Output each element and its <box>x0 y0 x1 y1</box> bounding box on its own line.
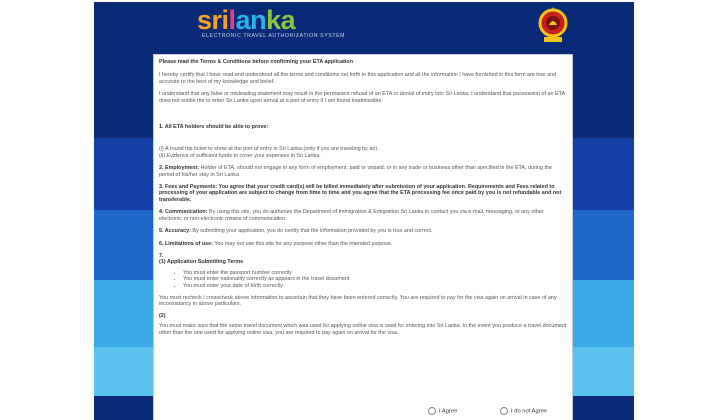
logo-tagline: ELECTRONIC TRAVEL AUTHORIZATION SYSTEM <box>202 33 346 39</box>
section-1-title: 1. All ETA holders should be able to prove: <box>159 124 269 131</box>
recheck-paragraph: You must recheck / crosscheck above information to ascertain that they have been entered correctly. You are required to pay for the visa again on arrival in case of any inconsistancy in above particulars. <box>159 294 557 308</box>
same-document-paragraph: You must make sure that the same travel document which was used for applying online visa is used for entering into Sri Lanka. In the event you produce a travel document other than the one used for applying online visa, you are required to pay again on arrival for the visa. <box>159 323 567 336</box>
section-4-label: 4. Communication: <box>159 209 208 216</box>
section-4 <box>159 209 567 222</box>
agree-radio[interactable] <box>428 407 436 415</box>
section-6-label: 6. Limitations of use: <box>159 240 213 247</box>
section-6-text: You may not use this site for any purpose other than the intended purpose. <box>212 240 393 247</box>
header <box>94 2 634 54</box>
logo-text-sri: sri <box>197 5 229 35</box>
section-7-subtitle-2: (2) <box>159 312 166 319</box>
submitting-terms-list <box>159 270 567 289</box>
agree-label: I Agree <box>439 408 458 415</box>
national-emblem-icon <box>538 5 568 45</box>
agree-option[interactable] <box>428 407 457 415</box>
terms-panel <box>153 54 573 420</box>
section-4-text: By using this site, you do authorize the Department of Immigration & Emigration Sri Lanka to contact you via e-mail, messaging, or any other electronic or non-electronic means of communication. <box>159 209 544 222</box>
disagree-radio[interactable] <box>500 407 508 415</box>
section-2 <box>159 165 567 178</box>
section-3: 3. Fees and Payments: You agree that your credit card(s) will be billed immediately after submission of your application. Requirements and Fees related to processing of your application are subject to change from time to time and you agree that the ETA processing fee once paid by you is not refundable and not transferable. <box>159 184 562 203</box>
section-7-subtitle-1: (1) Application Submitting Terms <box>159 259 244 266</box>
section-2-text: Holder of ETA, should not engage in any form of employment, paid or unpaid, or in any trade or business other than specified in the ETA, during the period of his/her stay in Sri Lanka <box>159 165 552 178</box>
section-5-label: 5. Accuracy: <box>159 228 191 235</box>
disagree-label: I do not Agree <box>511 408 548 415</box>
srilanka-logo <box>197 5 295 35</box>
list-item: • You must enter the passport number correctly <box>183 270 567 276</box>
list-item: • You must enter nationality correctly as appears in the travel document <box>183 276 567 282</box>
agreement-options <box>154 405 573 419</box>
terms-heading: Please read the Terms & Conditions before confirming your ETA application <box>159 59 353 65</box>
section-7-number: 7. <box>159 252 164 259</box>
section-1-item-ii: (ii) Evidence of sufficient funds to cover your expenses in Sri Lanka. <box>159 152 321 159</box>
logo-text-ka: ka <box>266 5 296 35</box>
disagree-option[interactable] <box>500 407 547 415</box>
certify-paragraph: I hereby certify that I have read and understood all the terms and conditions set forth in this application and all the information I have furnished in this form are true and accurate to the best of my knowledge and belief. <box>159 72 557 85</box>
logo-text-an: an <box>235 5 267 35</box>
understand-paragraph: I understand that any false or misleading statement may result in the permanent refusal of an ETA or denial of entry into Sri Lanka. I understand that possession of an ETA does not entitle me to enter Sri Lanka upon arrival at a port of entry if I am found inadmissible. <box>159 91 565 104</box>
section-5-text: By submitting your application, you do certify that the information provided by you is true and correct. <box>190 228 433 235</box>
section-2-label: 2. Employment: <box>159 165 200 172</box>
section-1-item-i: (i) A round trip ticket to show at the port of entry in Sri Lanka (only if you are traveling by air). <box>159 146 379 153</box>
list-item: • You must enter your date of birth correctly <box>183 283 567 289</box>
logo-text-l: l <box>228 5 236 35</box>
